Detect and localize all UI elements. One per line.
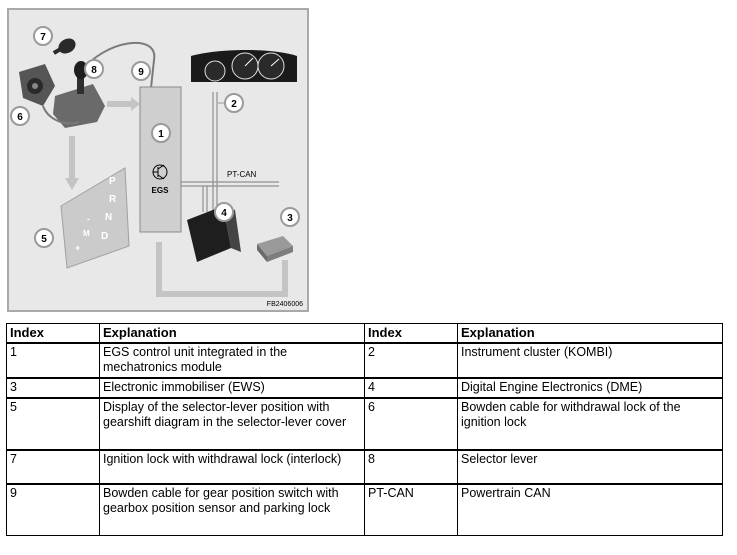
pt-can-label: PT-CAN	[227, 170, 257, 179]
index-cell: PT-CAN	[365, 484, 458, 535]
explanation-cell: Selector lever	[458, 450, 723, 484]
gear-letter-p: P	[109, 176, 116, 187]
table-row	[7, 378, 723, 398]
index-cell: 7	[7, 450, 100, 484]
explanation-cell: Powertrain CAN	[458, 484, 723, 535]
egs-module-box	[140, 87, 181, 232]
explanation-cell: Display of the selector-lever position with gearshift diagram in the selector-lever cover	[100, 398, 365, 450]
index-cell: 8	[365, 450, 458, 484]
table-row	[7, 343, 723, 378]
explanation-cell: EGS control unit integrated in the mechatronics module	[100, 343, 365, 378]
gear-letter-m: M	[83, 229, 90, 238]
callout-5: 5	[41, 234, 47, 245]
index-cell: 5	[7, 398, 100, 450]
callout-3: 3	[287, 213, 293, 224]
gear-letter-minus: -	[87, 214, 90, 224]
header-explanation-2: Explanation	[458, 324, 723, 344]
figure-code: FB2406006	[266, 301, 303, 308]
callout-1: 1	[158, 129, 164, 140]
callout-9: 9	[138, 67, 144, 78]
header-explanation-1: Explanation	[100, 324, 365, 344]
explanation-cell: Instrument cluster (KOMBI)	[458, 343, 723, 378]
explanation-cell: Bowden cable for withdrawal lock of the ignition lock	[458, 398, 723, 450]
callout-6: 6	[17, 112, 23, 123]
header-index-1: Index	[7, 324, 100, 344]
table-row	[7, 484, 723, 535]
gear-letter-d: D	[101, 231, 109, 242]
header-index-2: Index	[365, 324, 458, 344]
callout-7: 7	[40, 32, 46, 43]
egs-label: EGS	[151, 186, 169, 195]
explanation-cell: Electronic immobiliser (EWS)	[100, 378, 365, 398]
callout-4: 4	[221, 208, 227, 219]
table-header-row	[7, 324, 723, 344]
system-diagram	[7, 8, 309, 312]
index-cell: 3	[7, 378, 100, 398]
callout-2: 2	[231, 99, 237, 110]
legend-table	[6, 323, 723, 536]
table-row	[7, 450, 723, 484]
index-cell: 1	[7, 343, 100, 378]
index-cell: 6	[365, 398, 458, 450]
explanation-cell: Digital Engine Electronics (DME)	[458, 378, 723, 398]
index-cell: 9	[7, 484, 100, 535]
index-cell: 2	[365, 343, 458, 378]
instrument-cluster-image	[191, 50, 297, 82]
gear-letter-plus: +	[75, 243, 81, 253]
gear-letter-r: R	[109, 194, 117, 205]
explanation-cell: Bowden cable for gear position switch with gearbox position sensor and parking lock	[100, 484, 365, 535]
explanation-cell: Ignition lock with withdrawal lock (interlock)	[100, 450, 365, 484]
gear-letter-n: N	[105, 212, 113, 223]
table-row	[7, 398, 723, 450]
callout-8: 8	[91, 65, 97, 76]
index-cell: 4	[365, 378, 458, 398]
